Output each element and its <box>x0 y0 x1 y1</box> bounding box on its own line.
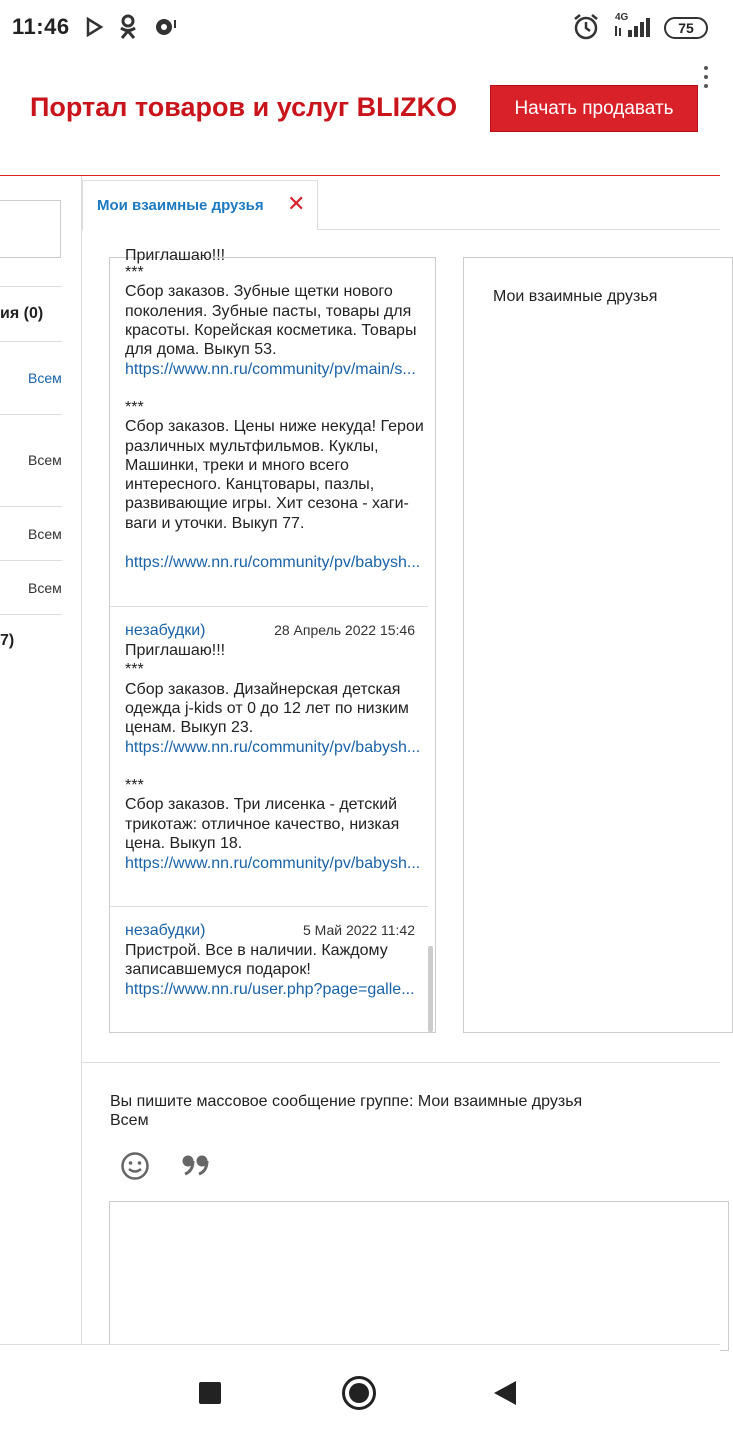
network-type: 4G <box>615 12 629 23</box>
sidebar-item-all[interactable]: Всем <box>28 370 62 386</box>
message-link[interactable]: https://www.nn.ru/community/pv/babysh... <box>125 739 421 756</box>
more-menu-icon[interactable] <box>690 60 720 100</box>
message-author[interactable]: незабудки) <box>125 922 206 939</box>
message-link[interactable]: https://www.nn.ru/community/pv/babysh... <box>125 855 421 872</box>
sidebar-item-all[interactable]: Всем <box>28 452 62 468</box>
sidebar-item-all[interactable]: Всем <box>28 580 62 596</box>
tab-mutual-friends[interactable] <box>82 180 318 230</box>
sidebar-section-label: ия (0) <box>0 305 44 322</box>
message-text: *** Сбор заказов. Зубные щетки нового поколения. Зубные пасты, товары для красоты. Корейская косметика. Товары для дома. Выкуп 53. <box>125 264 417 359</box>
back-icon[interactable] <box>494 1381 516 1405</box>
sidebar-section-label: 7) <box>0 632 15 649</box>
message-author[interactable]: незабудки) <box>125 622 206 639</box>
start-selling-button[interactable]: Начать продавать <box>490 85 698 132</box>
recents-icon[interactable] <box>199 1382 221 1404</box>
sidebar-search-input[interactable] <box>0 200 61 258</box>
message-text: *** Сбор заказов. Три лисенка - детский трикотаж: отличное качество, низкая цена. Выкуп 18. <box>125 777 400 852</box>
compose-recipient-line: Вы пишите массовое сообщение группе: Мои взаимные друзья <box>110 1093 583 1110</box>
sidebar-item-all[interactable]: Всем <box>28 526 62 542</box>
alarm-icon <box>572 13 600 41</box>
signal-icon <box>614 16 652 38</box>
message-text: Пристрой. Все в наличии. Каждому записавшемуся подарок! <box>125 942 388 979</box>
message-link[interactable]: https://www.nn.ru/community/pv/main/s... <box>125 361 416 378</box>
divider <box>0 341 62 342</box>
divider <box>0 506 62 507</box>
site-title[interactable]: Портал товаров и услуг BLIZKO <box>30 92 458 122</box>
android-nav-bar <box>0 1344 720 1440</box>
message-link[interactable]: https://www.nn.ru/community/pv/babysh... <box>125 554 421 571</box>
chat-history[interactable] <box>109 247 436 1033</box>
message-text: *** Сбор заказов. Цены ниже некуда! Герои различных мультфильмов. Куклы, Машинки, треки и много всего интересного. Канцтовары, пазлы, развивающие игры. Хит сезона - хаги-ваги и уточки. Выкуп 77. <box>125 399 424 532</box>
message-link[interactable]: https://www.nn.ru/user.php?page=galle... <box>125 981 415 998</box>
play-store-icon <box>86 17 104 37</box>
message-divider <box>110 906 428 907</box>
smiley-icon[interactable] <box>120 1151 150 1181</box>
message-text: Приглашаю!!! <box>125 247 226 264</box>
music-icon <box>154 16 178 38</box>
left-sidebar <box>0 176 82 1344</box>
divider <box>0 560 62 561</box>
chat-scrollbar[interactable] <box>428 946 433 1032</box>
tab-label[interactable]: Мои взаимные друзья <box>97 197 264 214</box>
tab-underline <box>318 229 720 230</box>
divider <box>0 614 62 615</box>
group-info-panel <box>463 257 733 1033</box>
battery-indicator: 75 <box>664 17 708 39</box>
group-title: Мои взаимные друзья <box>493 288 658 305</box>
message-divider <box>110 606 428 607</box>
divider <box>0 414 62 415</box>
message-date: 28 Апрель 2022 15:46 <box>274 622 415 638</box>
message-date: 5 Май 2022 11:42 <box>302 922 415 938</box>
message-input[interactable] <box>109 1201 729 1351</box>
compose-info <box>110 1092 582 1130</box>
ok-icon <box>118 14 138 40</box>
home-icon[interactable] <box>342 1376 376 1410</box>
status-time: 11:46 <box>12 14 70 39</box>
status-bar <box>0 0 720 56</box>
quote-icon[interactable] <box>181 1154 211 1178</box>
divider <box>0 286 62 287</box>
message-text: Приглашаю!!! *** Сбор заказов. Дизайнерская детская одежда j-kids от 0 до 12 лет по низким ценам. Выкуп 23. <box>125 642 409 737</box>
site-header <box>0 56 720 176</box>
divider <box>82 1062 720 1063</box>
compose-audience: Всем <box>110 1112 149 1129</box>
close-icon[interactable]: ✕ <box>287 191 306 216</box>
